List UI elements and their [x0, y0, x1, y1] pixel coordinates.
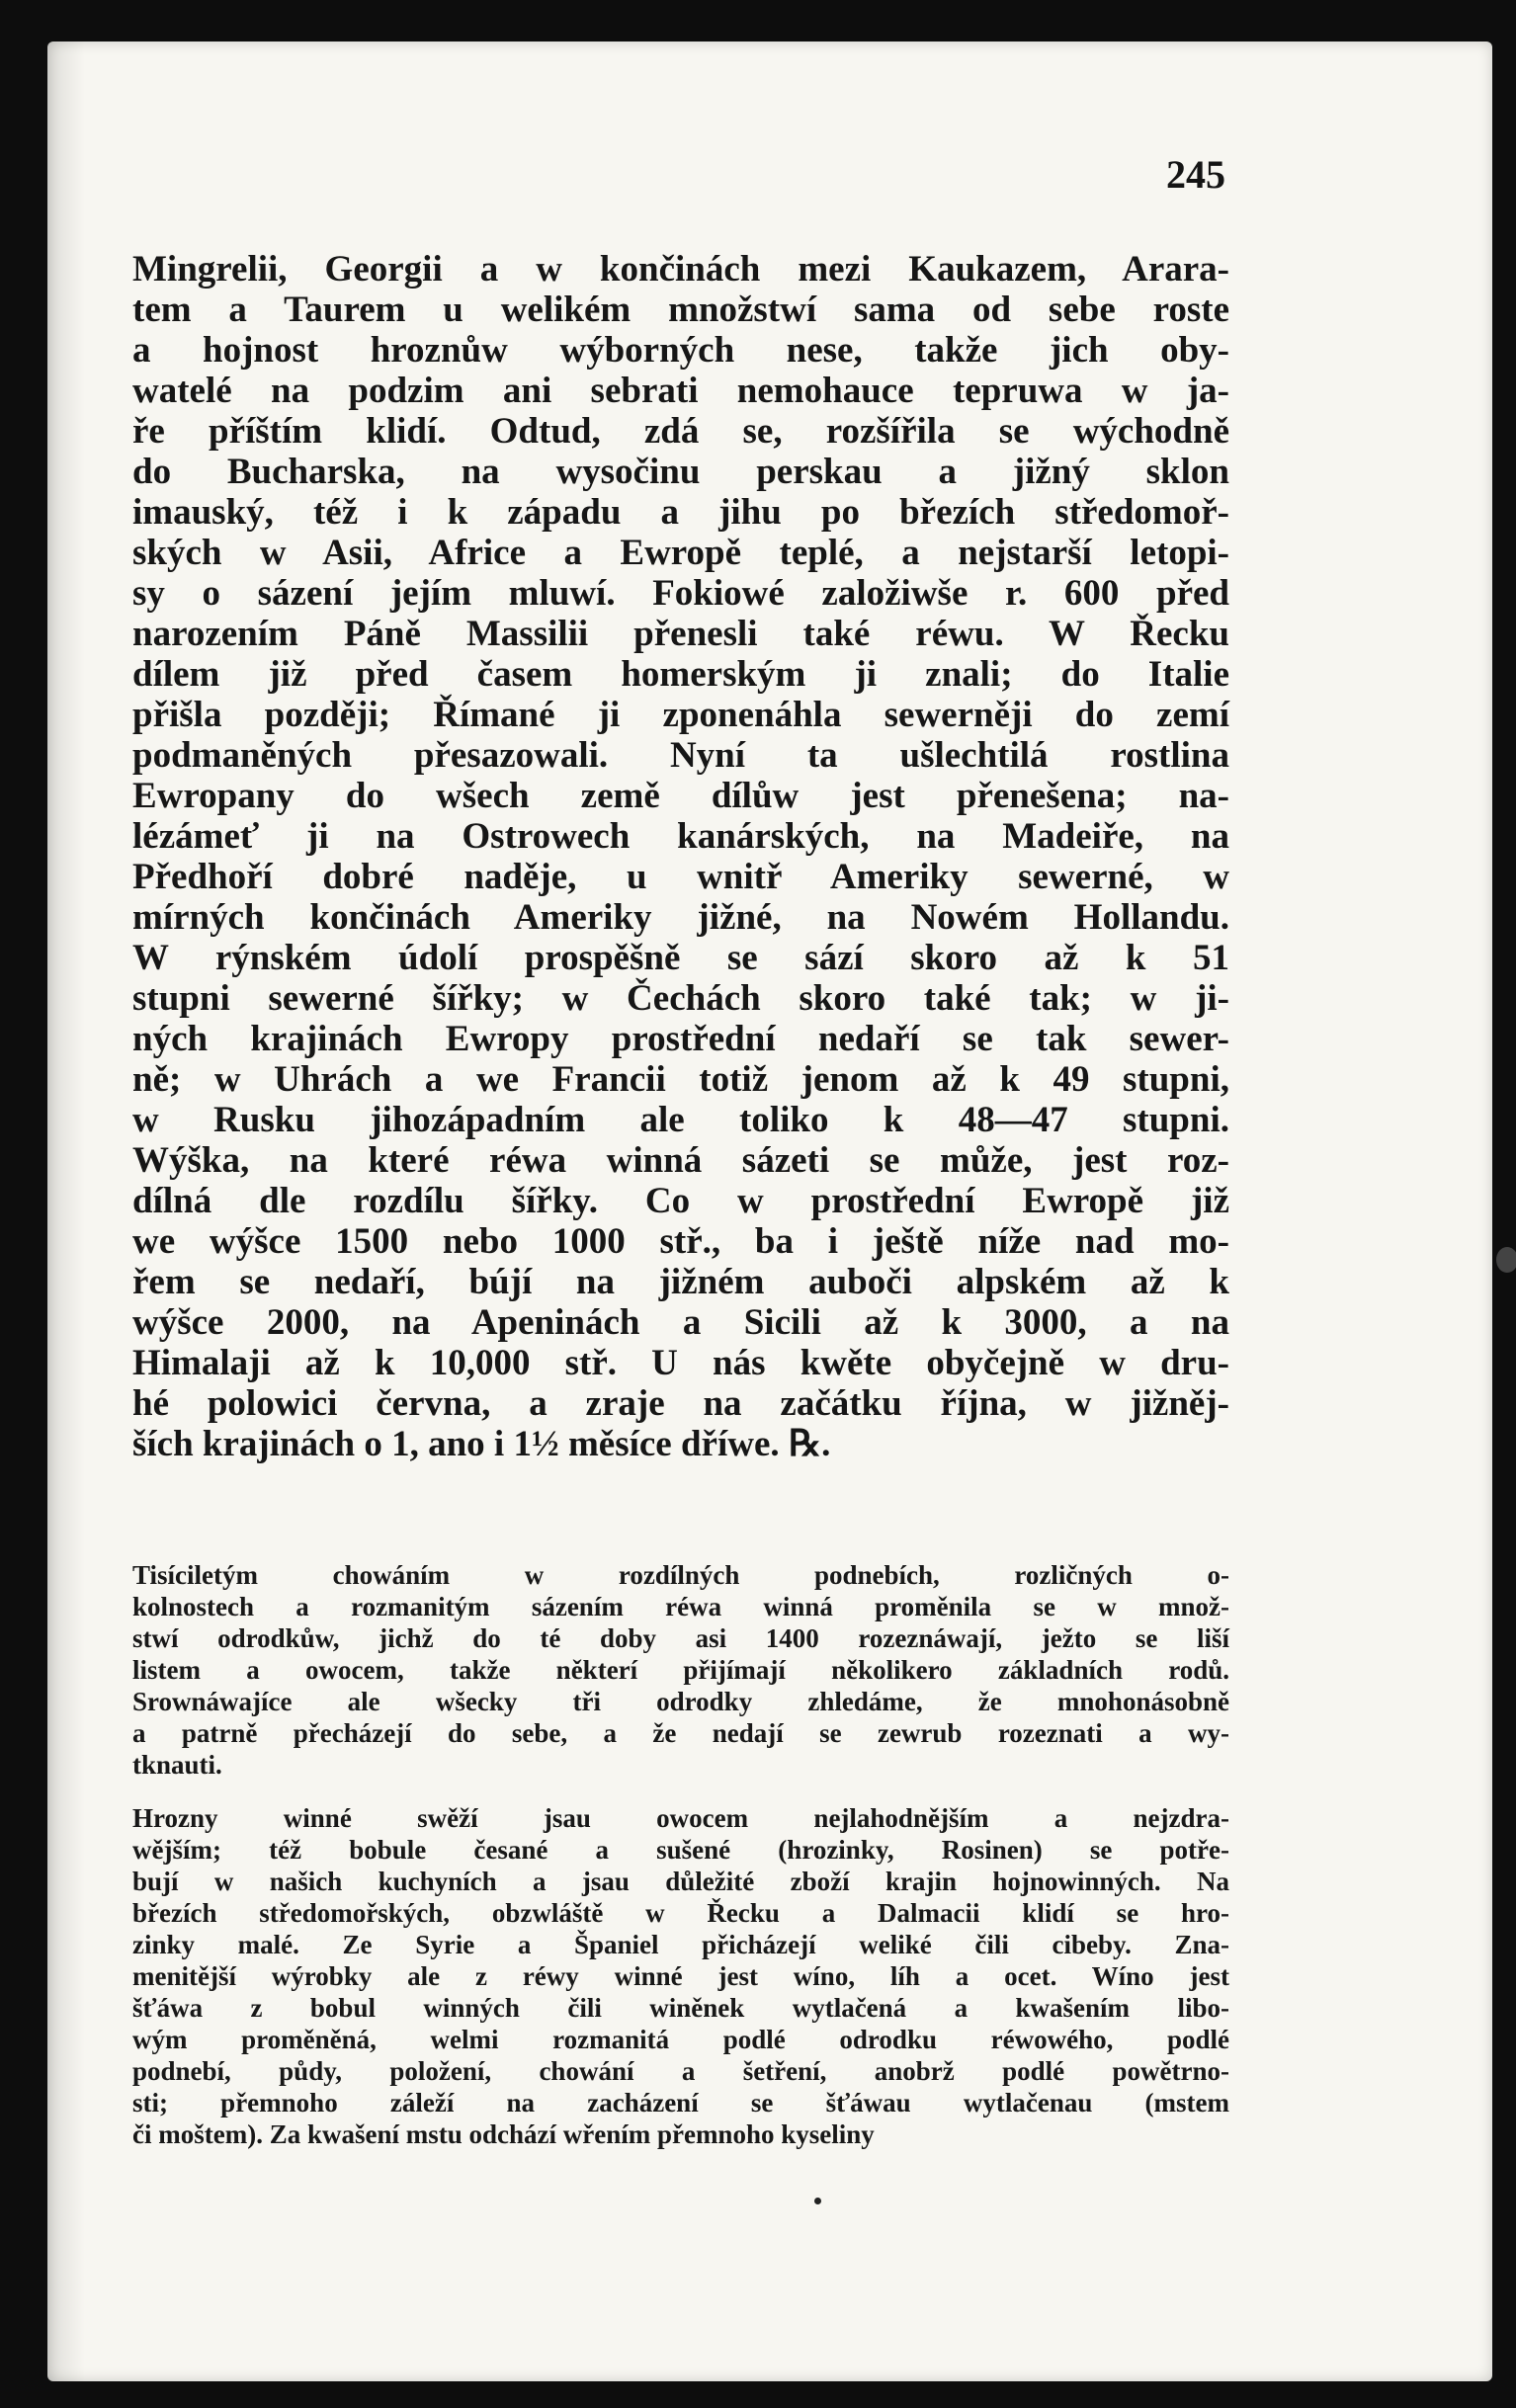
footnote-line: či moštem). Za kwašení mstu odchází wřením přemnoho kyseliny [132, 2119, 875, 2149]
text-line: Ewropany do wšech země dílůw jest přenešena; na- [132, 776, 1229, 816]
gutter-shadow [47, 42, 85, 2381]
text-line: hé polowici června, a zraje na začátku října, w jižněj- [132, 1383, 1229, 1424]
text-line: sy o sázení jejím mluwí. Fokiowé založiwše r. 600 před [132, 573, 1229, 614]
text-line: podmaněných přesazowali. Nyní ta ušlechtilá rostlina [132, 735, 1229, 776]
text-line: Mingrelii, Georgii a w končinách mezi Kaukazem, Arara- [132, 249, 1229, 290]
text-line: ských w Asii, Africe a Ewropě teplé, a nejstarší letopi- [132, 533, 1229, 573]
text-line: a hojnost hroznůw wýborných nese, takže jich oby- [132, 330, 1229, 371]
footnote-block-2 [132, 1802, 1229, 2150]
text-line: dílná dle rozdílu šířky. Co w prostřední Ewropě již [132, 1181, 1229, 1221]
text-line: ně; w Uhrách a we Francii totiž jenom až k 49 stupni, [132, 1059, 1229, 1100]
text-line: ných krajinách Ewropy prostřední nedaří se tak sewer- [132, 1019, 1229, 1059]
footnote-line: stwí odrodkůw, jichž do té doby asi 1400 rozeznáwají, ježto se liší [132, 1623, 1229, 1653]
footnote-line: a patrně přecházejí do sebe, a že nedají se zewrub rozeznati a wy- [132, 1718, 1229, 1748]
text-line: we wýšce 1500 nebo 1000 stř., ba i ještě níže nad mo- [132, 1221, 1229, 1262]
text-line: w Rusku jihozápadním ale toliko k 48—47 stupni. [132, 1100, 1229, 1140]
footnote-line: wým proměněná, welmi rozmanitá podlé odrodku réwowého, podlé [132, 2025, 1229, 2054]
text-line: lézámeť ji na Ostrowech kanárských, na Madeiře, na [132, 816, 1229, 857]
text-line: W rýnském údolí prospěšně se sází skoro až k 51 [132, 938, 1229, 978]
footnote-line: zinky malé. Ze Syrie a Španiel přicházejí weliké čili cibeby. Zna- [132, 1930, 1229, 1959]
footnote-block-1 [132, 1559, 1229, 1781]
main-text-block [132, 249, 1229, 1464]
footnote-line: sti; přemnoho záleží na zacházení se šťáwau wytlačenau (mstem [132, 2088, 1229, 2117]
footnote-line: Tisíciletým chowáním w rozdílných podnebích, rozličných o- [132, 1560, 1229, 1590]
ink-blot [1496, 1247, 1516, 1273]
footnote-line: bují w našich kuchyních a jsau důležité zboží krajin hojnowinných. Na [132, 1867, 1229, 1896]
footnote-line: wějším; též bobule česané a sušené (hrozinky, Rosinen) se potře- [132, 1835, 1229, 1865]
text-line: dílem již před časem homerským ji znali; do Italie [132, 654, 1229, 695]
book-page [47, 42, 1492, 2381]
footnote-line: Hrozny winné swěží jsau owocem nejlahodnějším a nejzdra- [132, 1803, 1229, 1833]
text-line: do Bucharska, na wysočinu perskau a jižný sklon [132, 452, 1229, 492]
footnote-line: šťáwa z bobul winných čili winěnek wytlačená a kwašením libo- [132, 1993, 1229, 2023]
ink-dot [814, 2198, 821, 2204]
footnote-line: podnebí, půdy, položení, chowání a šetření, anobrž podlé powětrno- [132, 2056, 1229, 2086]
text-line: ších krajinách o 1, ano i 1½ měsíce dříwe. ℞. [132, 1424, 831, 1464]
text-line: stupni sewerné šířky; w Čechách skoro také tak; w ji- [132, 978, 1229, 1019]
text-line: ře příštím klidí. Odtud, zdá se, rozšířila se wýchodně [132, 411, 1229, 452]
footnote-line: tknauti. [132, 1750, 222, 1780]
text-line: přišla později; Římané ji zponenáhla sewerněji do zemí [132, 695, 1229, 735]
text-line: watelé na podzim ani sebrati nemohauce tepruwa w ja- [132, 371, 1229, 411]
text-line: Wýška, na které réwa winná sázeti se může, jest roz- [132, 1140, 1229, 1181]
footnote-line: kolnostech a rozmanitým sázením réwa winná proměnila se w množ- [132, 1592, 1229, 1621]
text-line: Předhoří dobré naděje, u wnitř Ameriky sewerné, w [132, 857, 1229, 897]
text-line: řem se nedaří, bújí na jižném auboči alpském až k [132, 1262, 1229, 1302]
footnote-line: menitější wýrobky ale z réwy winné jest wíno, líh a ocet. Wíno jest [132, 1961, 1229, 1991]
footnote-line: listem a owocem, takže některí přijímají několikero základních rodů. [132, 1655, 1229, 1685]
page-number: 245 [1166, 152, 1225, 197]
footnote-line: březích středomořských, obzwláště w Řecku a Dalmacii klidí se hro- [132, 1898, 1229, 1928]
text-line: Himalaji až k 10,000 stř. U nás kwěte obyčejně w dru- [132, 1343, 1229, 1383]
text-line: wýšce 2000, na Apeninách a Sicili až k 3000, a na [132, 1302, 1229, 1343]
footnote-line: Srownáwajíce ale wšecky tři odrodky zhledáme, že mnohonásobně [132, 1687, 1229, 1716]
text-line: narozením Páně Massilii přenesli také réwu. W Řecku [132, 614, 1229, 654]
text-line: imauský, též i k západu a jihu po březích středomoř- [132, 492, 1229, 533]
text-line: tem a Taurem u welikém množstwí sama od sebe roste [132, 290, 1229, 330]
text-line: mírných končinách Ameriky jižné, na Nowém Hollandu. [132, 897, 1229, 938]
